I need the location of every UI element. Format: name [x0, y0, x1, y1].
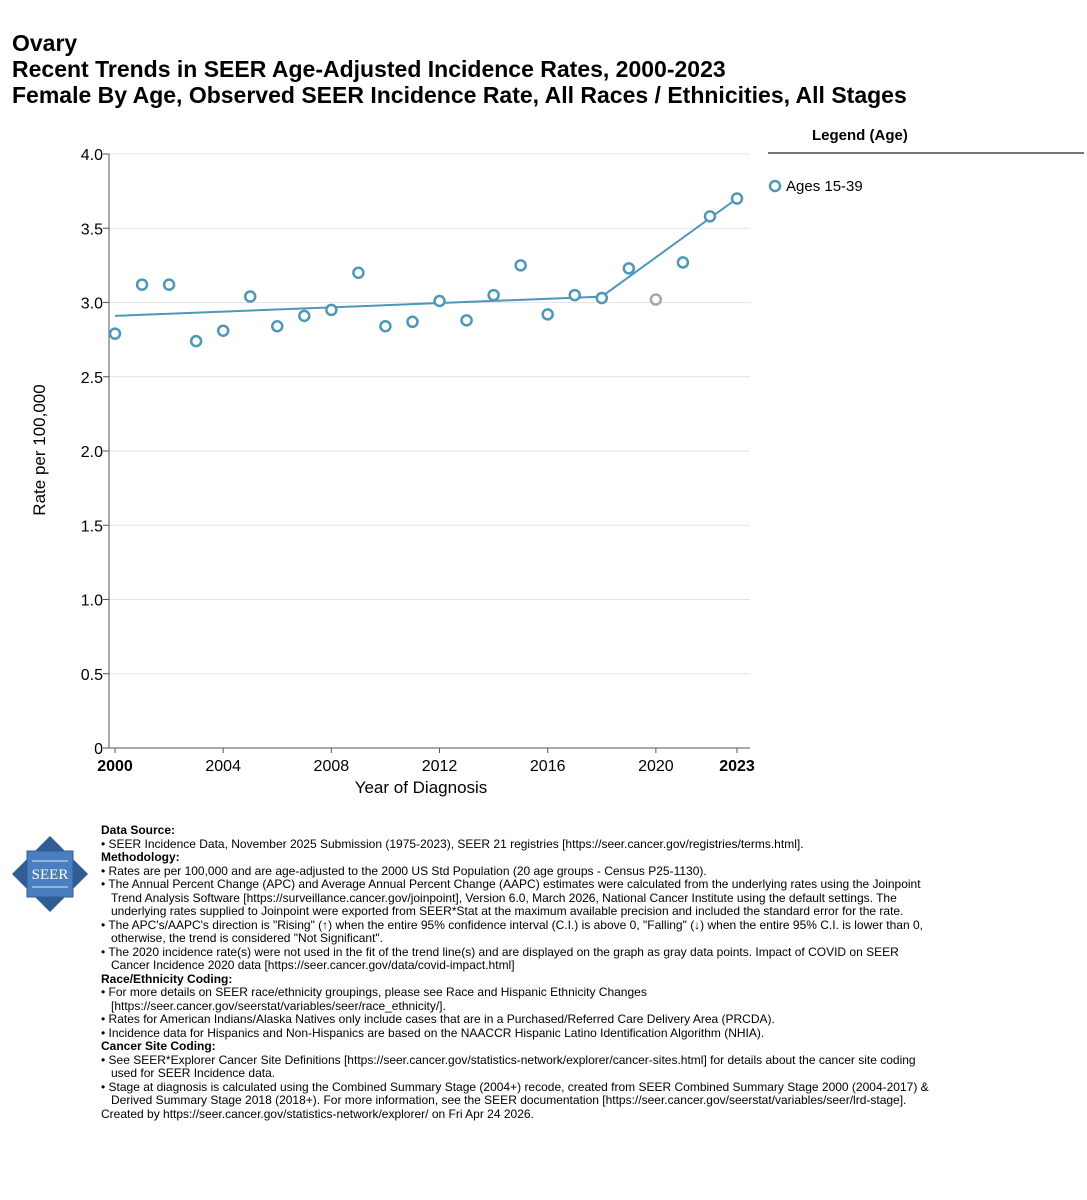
data-point[interactable]	[489, 290, 499, 300]
footnote-line: • For more details on SEER race/ethnicity groupings, please see Race and Hispanic Ethnicity Changes [https://seer.cancer.gov/seerstat/variables/seer/race_ethnicity/].	[101, 985, 647, 1013]
data-point[interactable]	[597, 293, 607, 303]
data-point[interactable]	[516, 260, 526, 270]
title-site: Ovary	[12, 30, 78, 56]
x-tick-label: 2016	[529, 758, 566, 775]
footnote-line: • Incidence data for Hispanics and Non-Hispanics are based on the NAACCR Hispanic Latino Identification Algorithm (NHIA).	[101, 1025, 765, 1040]
title-sub: Female By Age, Observed SEER Incidence Rate, All Races / Ethnicities, All Stages	[12, 82, 907, 108]
data-point[interactable]	[624, 263, 634, 273]
footnote-line: • See SEER*Explorer Cancer Site Definitions [https://seer.cancer.gov/statistics-network/explorer/cancer-sites.html] for details about the cancer site coding used for SEER Incidence data.	[101, 1052, 916, 1080]
y-tick-label: 2.0	[80, 444, 103, 461]
gridlines	[109, 154, 750, 674]
data-point[interactable]	[218, 326, 228, 336]
data-point[interactable]	[272, 321, 282, 331]
y-tick-label: 1.5	[80, 518, 103, 536]
seer-logo-icon	[12, 836, 88, 912]
axes	[81, 147, 755, 775]
footnote-line: • Rates are per 100,000 and are age-adjusted to the 2000 US Std Population (20 age groups - Census P25-1130).	[101, 863, 707, 878]
y-tick-label: 3.0	[80, 295, 103, 313]
x-tick-label: 2020	[638, 758, 674, 775]
data-point[interactable]	[191, 336, 201, 346]
footnote-heading: Cancer Site Coding:	[101, 1039, 216, 1053]
data-point[interactable]	[570, 290, 580, 300]
data-point[interactable]	[435, 296, 445, 306]
title-main: Recent Trends in SEER Age-Adjusted Incidence Rates, 2000-2023	[12, 56, 726, 82]
legend-title: Legend (Age)	[812, 127, 908, 144]
footnote-line: • The 2020 incidence rate(s) were not used in the fit of the trend line(s) and are displayed on the graph as gray data points. Impact of COVID on SEER Cancer Incidence 2020 data [https://seer.cancer.gov/data/covid-impact.html]	[101, 944, 899, 972]
data-point-excluded[interactable]	[651, 295, 661, 305]
data-point[interactable]	[326, 305, 336, 315]
x-tick-label: 2012	[421, 758, 458, 775]
legend-item-ages-15-39[interactable]	[768, 178, 863, 195]
footnote-heading: Race/Ethnicity Coding:	[101, 971, 233, 986]
data-point[interactable]	[462, 315, 472, 325]
y-tick-label: 0	[94, 741, 103, 758]
y-tick-label: 3.5	[80, 221, 103, 239]
data-point[interactable]	[110, 329, 120, 339]
data-point[interactable]	[380, 321, 390, 331]
data-point[interactable]	[137, 280, 147, 290]
data-point[interactable]	[245, 292, 255, 302]
x-tick-label: 2000	[97, 758, 133, 775]
footnote-line: • Rates for American Indians/Alaska Natives only include cases that are in a Purchased/Referred Care Delivery Area (PRCDA).	[101, 1012, 775, 1026]
y-tick-label: 0.5	[80, 666, 103, 684]
y-tick-label: 1.0	[80, 592, 103, 610]
trend-line	[115, 199, 737, 316]
data-point[interactable]	[407, 317, 417, 327]
x-tick-label: 2008	[313, 758, 350, 775]
seer-logo	[12, 836, 88, 917]
data-point[interactable]	[164, 280, 174, 290]
footnote-line: • The Annual Percent Change (APC) and Average Annual Percent Change (AAPC) estimates were calculated from the underlying rates using the Joinpoint Trend Analysis Software [https://surveillance.cancer.gov/joinpoint], Version 6.0, March 2026, National Cancer Institute using the default settings. The underlying rates supplied to Joinpoint were exported from SEER*Stat at the maximum available precision and included the standard error for the rate.	[101, 877, 921, 918]
data-point[interactable]	[353, 268, 363, 278]
data-point[interactable]	[732, 194, 742, 204]
legend-item-label: Ages 15-39	[786, 178, 863, 195]
y-tick-label: 2.5	[80, 369, 103, 387]
data-points	[110, 181, 780, 346]
footnote-line: • Stage at diagnosis is calculated using the Combined Summary Stage (2004+) recode, created from SEER Combined Summary Stage 2000 (2004-2017) & Derived Summary Stage 2018 (2018+). For more information, see the SEER documentation [https://seer.cancer.gov/seerstat/variables/seer/lrd-stage].	[101, 1079, 929, 1107]
x-tick-label: 2023	[719, 758, 755, 775]
data-point[interactable]	[705, 211, 715, 221]
trend-line-layer	[115, 199, 737, 316]
x-axis-label: Year of Diagnosis	[354, 778, 488, 797]
footnote-heading: Data Source:	[101, 823, 176, 837]
data-point[interactable]	[678, 257, 688, 267]
legend-divider	[768, 152, 1084, 154]
footnote-line: • SEER Incidence Data, November 2025 Submission (1975-2023), SEER 21 registries [https://seer.cancer.gov/registries/terms.html].	[101, 836, 804, 851]
svg-text:SEER: SEER	[31, 867, 69, 883]
data-point[interactable]	[299, 311, 309, 321]
y-tick-label: 4.0	[80, 147, 103, 164]
y-axis-label: Rate per 100,000	[30, 384, 49, 516]
footnote-line: Created by https://seer.cancer.gov/statistics-network/explorer/ on Fri Apr 24 2026.	[101, 1106, 534, 1121]
footnote-line: • The APC's/AAPC's direction is "Rising" (↑) when the entire 95% confidence interval (C.I.) is above 0, "Falling" (↓) when the entire 95% C.I. is lower than 0, otherwise, the trend is considered "Not Significant".	[101, 917, 923, 945]
footnotes	[101, 824, 931, 1121]
footnote-heading: Methodology:	[101, 850, 180, 864]
data-point[interactable]	[543, 309, 553, 319]
x-tick-label: 2004	[205, 758, 241, 775]
